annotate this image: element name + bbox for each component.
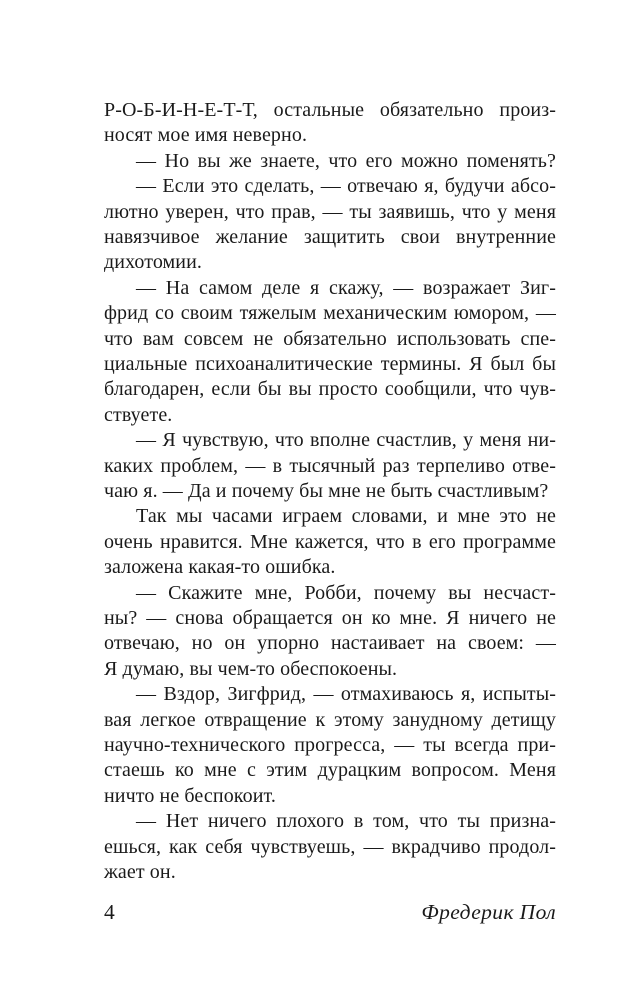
text-line: — Но вы же знаете, что его можно поменять? [136,149,556,172]
text-line: циальные психоаналитические термины. Я был бы [104,353,556,375]
text-line: заложена какая-то ошибка. [104,556,336,579]
text-line: — Нет ничего плохого в том, что ты призна- [136,810,556,833]
text-line: ны? — снова обращается он ко мне. Я ничего не [104,607,556,629]
text-line: очень нравится. Мне кажется, что в его программе [104,530,556,553]
text-line: ствуете. [104,403,173,426]
text-line: что вам совсем не обязательно использовать спе- [104,327,556,350]
text-line: дихотомии. [104,251,203,274]
text-line: — Я чувствую, что вполне счастлив, у меня ни- [136,429,556,452]
text-line: Р-О-Б-И-Н-Е-Т-Т, остальные обязательно произ- [104,99,556,121]
page-number: 4 [104,900,115,924]
text-line: отвечаю, но он упорно настаивает на своем: — [104,632,556,655]
text-line: чаю я. — Да и почему бы мне не быть счастливым? [104,480,549,502]
text-line: Так мы часами играем словами, и мне это не [136,505,556,528]
text-line: Я думаю, вы чем-то обеспокоены. [104,657,398,680]
running-title: Фредерик Пол [421,900,556,924]
text-line: каких проблем, — в тысячный раз терпеливо отве- [104,454,556,477]
text-line: ешься, как себя чувствуешь, — вкрадчиво продол- [104,835,556,858]
text-line: — Вздор, Зигфрид, — отмахиваюсь я, испыты- [136,683,556,706]
text-line: — На самом деле я скажу, — возражает Зиг- [136,276,556,299]
text-line: лютно уверен, что прав, — ты заявишь, что у меня [104,200,556,223]
text-line: вая легкое отвращение к этому занудному детищу [104,708,556,731]
text-line: — Скажите мне, Робби, почему вы несчаст- [136,581,556,604]
text-line: фрид со своим тяжелым механическим юмором, — [104,302,556,325]
text-line: стаешь ко мне с этим дурацким вопросом. Меня [104,759,556,782]
text-line: навязчивое желание защитить свои внутренние [104,226,556,248]
text-line: научно-технического прогресса, — ты всегда при- [104,734,556,756]
text-line: — Если это сделать, — отвечаю я, будучи абсо- [136,175,556,198]
text-line: благодарен, если бы вы просто сообщили, что чув- [104,378,556,401]
text-line: носят мое имя неверно. [104,124,308,147]
text-line: ничто не беспокоит. [104,784,276,807]
text-line: жает он. [104,861,176,883]
